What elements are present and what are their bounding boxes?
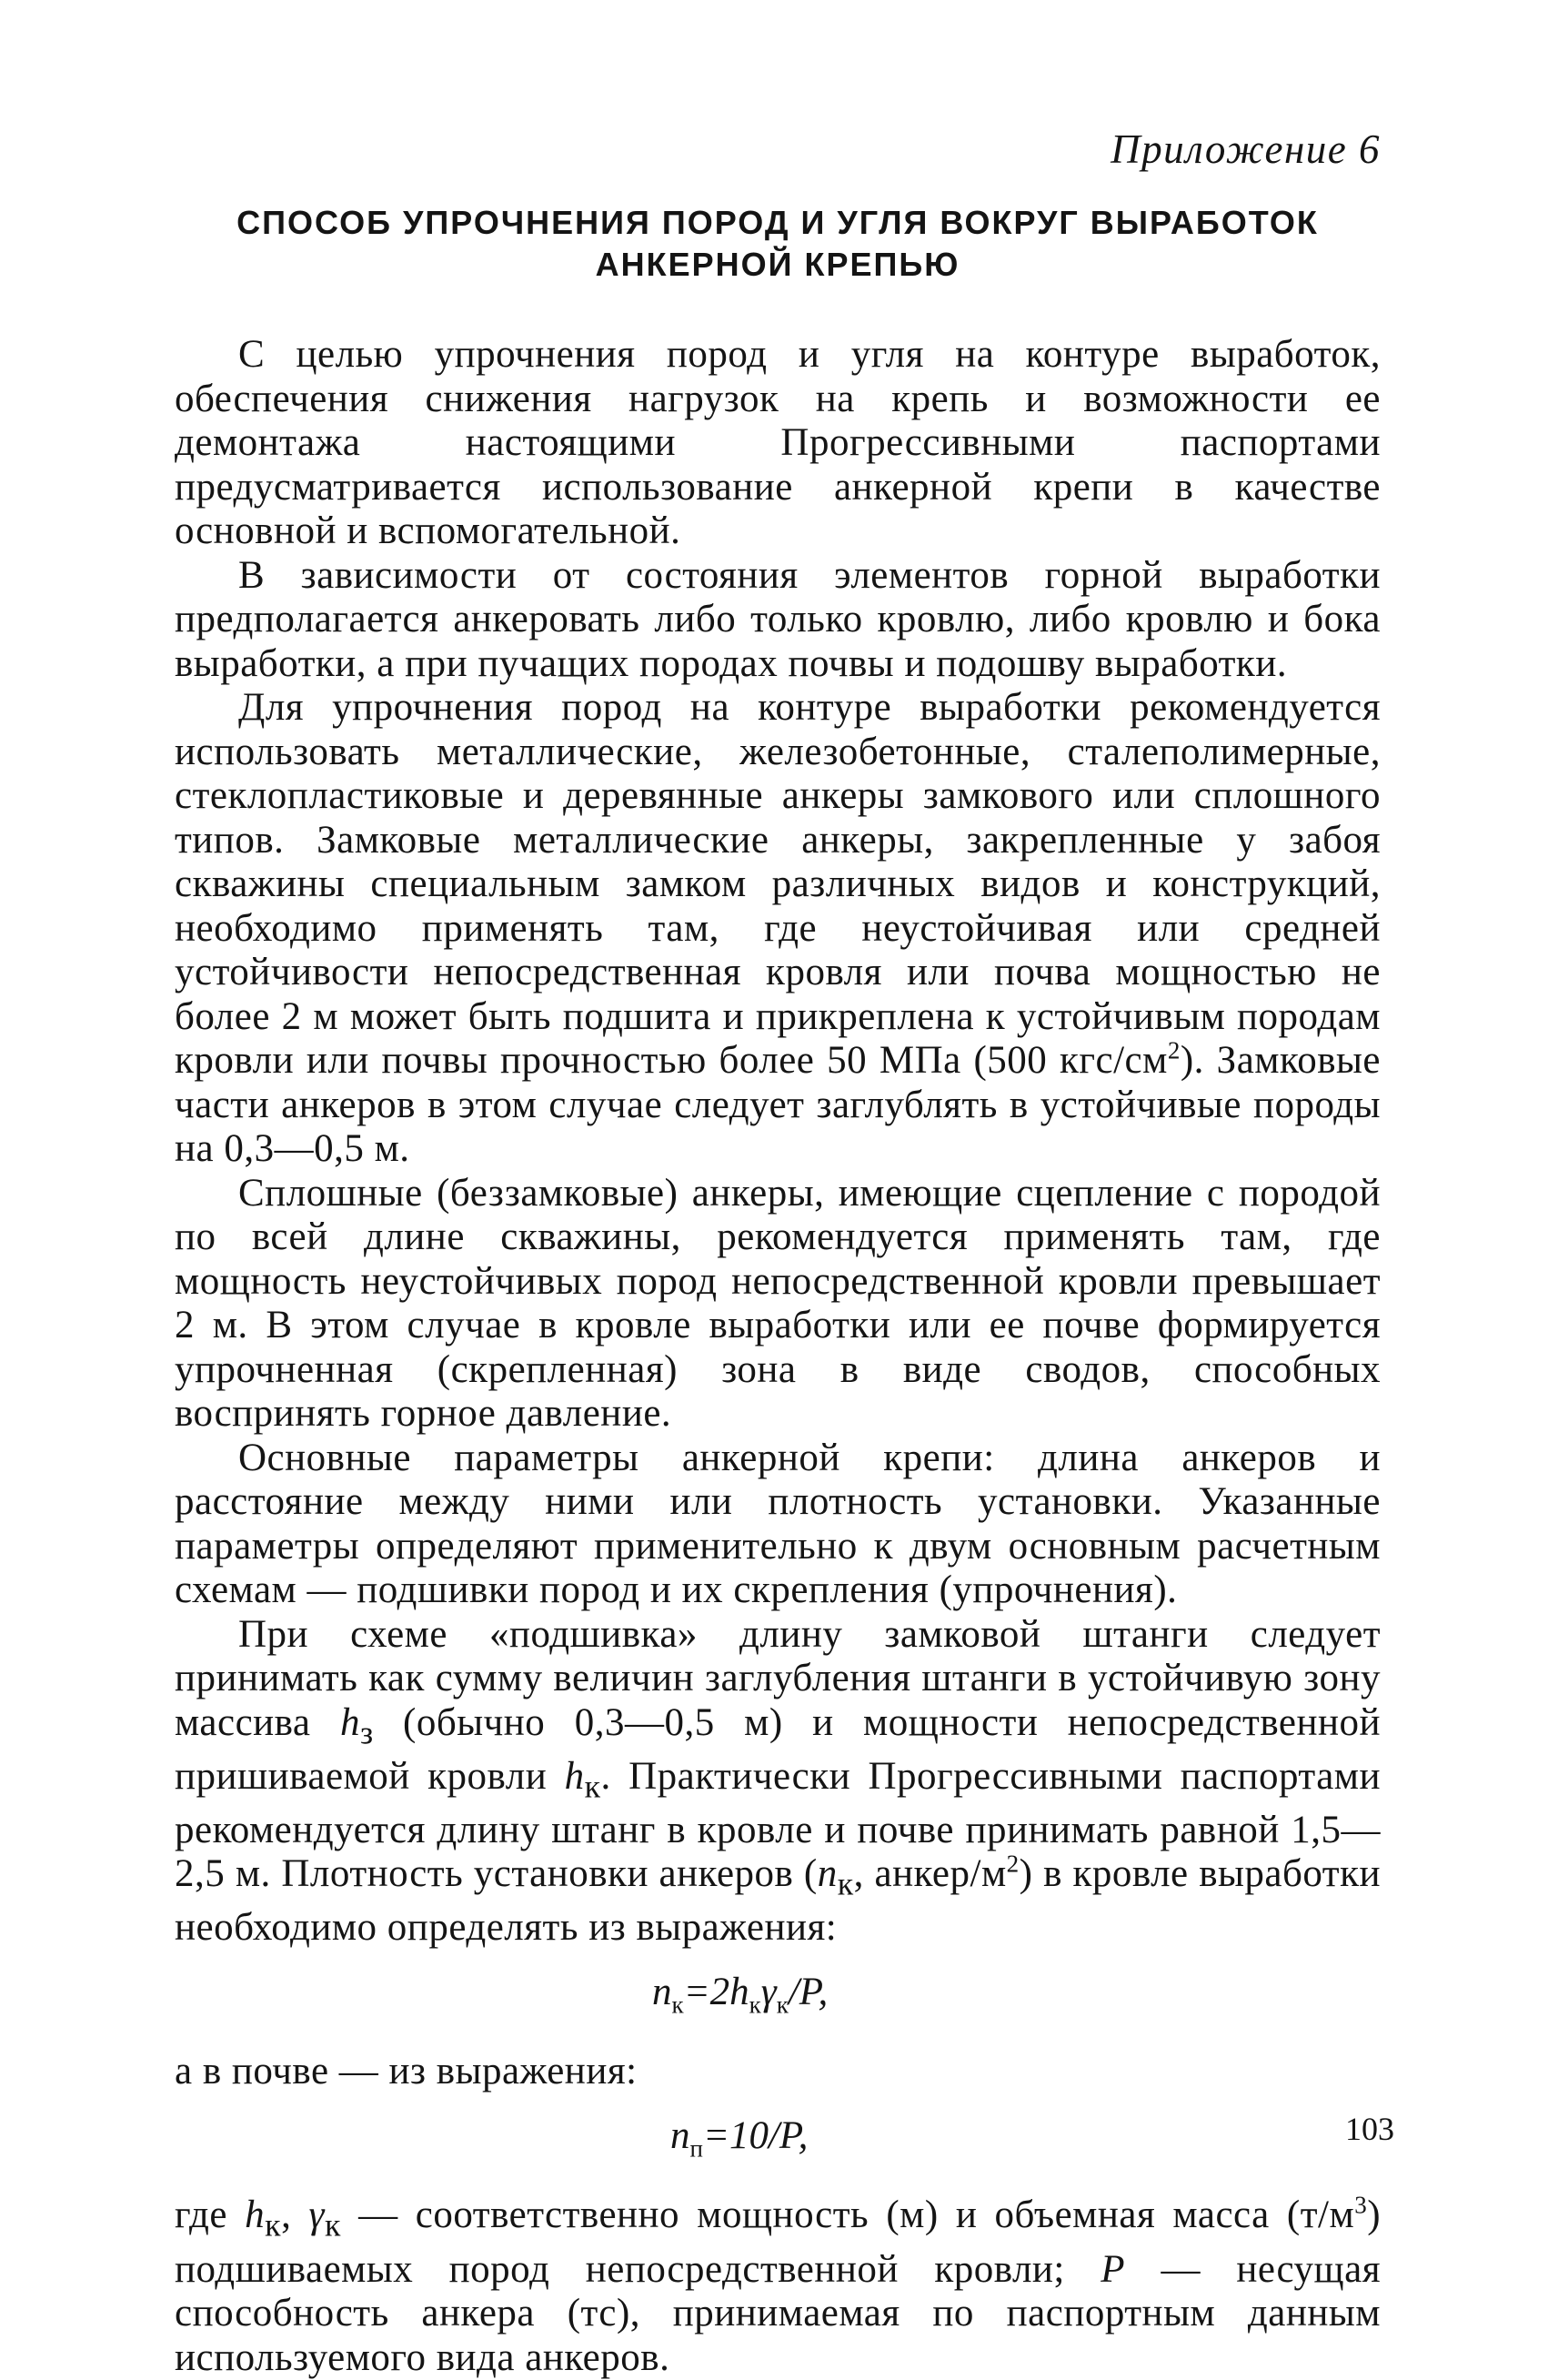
paragraph-3-superscript: 2 [1167,1036,1181,1064]
title-line-2: АНКЕРНОЙ КРЕПЬЮ [595,246,960,283]
var-h-sub: з [359,1714,374,1751]
paragraph-5: Основные параметры анкерной крепи: длина анкеров и расстояние между ними или плотность установки. Указанные параметры определяют применительно к двум основным расчетным схемам — подшивки пород и их скрепления (упрочнения). [175,1436,1381,1611]
paragraph-3 [175,686,1381,1172]
paragraph-1: С целью упрочнения пород и угля на контуре выработок, обеспечения снижения нагрузок на крепь и возможности ее демонтажа настоящими Прогрессивными паспортами предусматривается использование анкерной крепи в качестве основной и вспомогательной. [175,333,1381,552]
paragraph-6 [175,1613,1381,1951]
var-hk-sub: к [584,1768,601,1805]
paragraph-6-text-c: . Практически Прогрессивными паспортами рекомендуется длину штанг в кровле и почве принимать равной 1,5—2,5 м. Плотность установки анкеров ( [175,1754,1382,1896]
title-line-1: СПОСОБ УПРОЧНЕНИЯ ПОРОД И УГЛЯ ВОКРУГ ВЫРАБОТОК [236,204,1319,241]
paragraph-3-text-b: ). Замковые части анкеров в этом случае следует заглублять в устойчивые породы на 0,3—0,5 м. [175,1039,1381,1170]
paragraph-6-text-a: При схеме «подшивка» длину замковой штанги следует принимать как сумму величин заглубления штанги в устойчивую зону массива [175,1612,1381,1744]
page-title [175,202,1381,286]
appendix-label: Приложение 6 [1111,126,1381,172]
paragraph-6-text-e: ) в кровле выработки необходимо определять из выражения: [175,1852,1381,1950]
paragraph-6-text-d: , анкер/м [853,1852,1007,1896]
paragraph-6-text-b: (обычно 0,3—0,5 м) и мощности непосредственной пришиваемой кровли [175,1700,1381,1798]
paragraph-4: Сплошные (беззамковые) анкеры, имеющие сцепление с породой по всей длине скважины, рекомендуется применять там, где мощность неустойчивых пород непосредственной кровли превышает 2 м. В этом случае в кровле выработки или ее почве формируется упрочненная (скрепленная) зона в виде сводов, способных воспринять горное давление. [175,1171,1381,1435]
paragraph-7: а в почве — из выражения: [175,2050,638,2093]
paragraph-6-superscript: 2 [1006,1850,1020,1878]
var-n: n [817,1852,838,1896]
formula-roof: $n_к=2h_к\gamma_к/P$, [652,1970,829,2019]
paragraph-8: где $h_к$, $\gamma_к$ — соответственно мощность (м) и объемная масса $(т/м^3)$ подшиваемых пород непосредственной кровли; P — несущая способность анкера (тс), принимаемая по паспортным данным используемого вида анкеров. [175,2192,1382,2379]
var-hk: h [564,1754,585,1798]
paragraph-2: В зависимости от состояния элементов горной выработки предполагается анкеровать либо только кровлю, либо кровлю и бока выработки, а при пучащих породах почвы и подошву выработки. [175,553,1381,685]
var-n-sub: к [837,1865,854,1902]
formula-floor: $n_п=10/P$, [670,2113,809,2163]
var-h: h [339,1700,360,1744]
document-page [175,124,1381,2380]
page-number: 103 [1345,2111,1394,2147]
paragraph-3-text-a: Для упрочнения пород на контуре выработки рекомендуется использовать металлические, железобетонные, сталеполимерные, стеклопластиковые и деревянные анкеры замкового или сплошного типов. Замковые металлические анкеры, закрепленные у забоя скважины специальным замком различных видов и конструкций, необходимо применять там, где неустойчивая или средней устойчивости непосредственная кровля или почва мощностью не более 2 м может быть подшита и прикреплена к устойчивым породам кровли или почвы прочностью более 50 МПа (500 кгс/см [175,686,1381,1082]
